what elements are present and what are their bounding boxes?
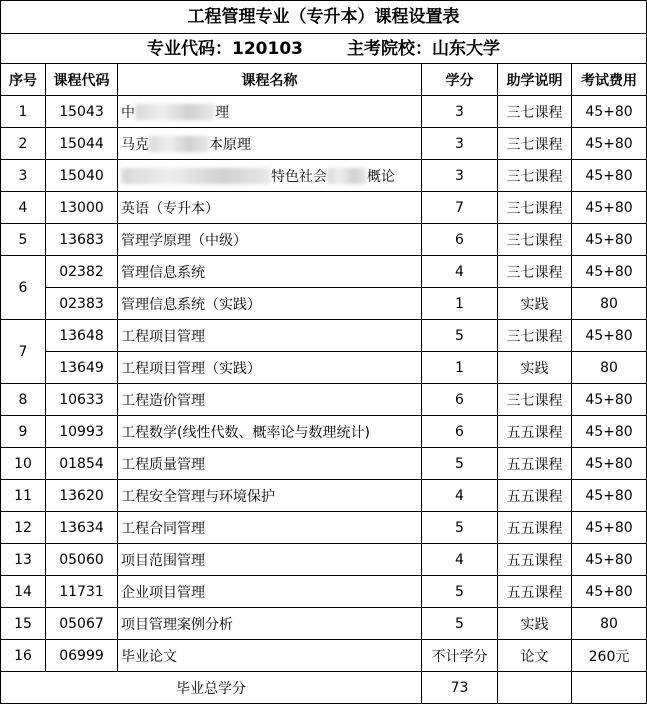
cell-seq: 8 <box>1 384 46 416</box>
cell-credit: 6 <box>422 384 498 416</box>
cell-code: 13620 <box>46 480 118 512</box>
cell-seq: 13 <box>1 544 46 576</box>
cell-seq: 6 <box>1 256 46 320</box>
table-row <box>1 640 647 672</box>
cell-fee: 45+80 <box>572 96 647 128</box>
cell-note: 论文 <box>498 640 572 672</box>
cell-note: 三七课程 <box>498 160 572 192</box>
table-row <box>1 512 647 544</box>
cell-code: 13683 <box>46 224 118 256</box>
cell-credit: 5 <box>422 608 498 640</box>
cell-fee: 45+80 <box>572 192 647 224</box>
cell-seq: 14 <box>1 576 46 608</box>
cell-name-visible-tail: 理 <box>215 104 229 121</box>
cell-code: 13000 <box>46 192 118 224</box>
cell-credit: 1 <box>422 352 498 384</box>
table-row <box>1 320 647 352</box>
cell-seq: 5 <box>1 224 46 256</box>
header-fee: 考试费用 <box>572 64 647 96</box>
cell-code: 15044 <box>46 128 118 160</box>
cell-fee: 80 <box>572 352 647 384</box>
header-row <box>1 64 647 96</box>
cell-note: 五五课程 <box>498 416 572 448</box>
cell-name: 工程造价管理 <box>118 384 422 416</box>
table-row <box>1 256 647 288</box>
cell-note: 三七课程 <box>498 320 572 352</box>
cell-seq: 9 <box>1 416 46 448</box>
cell-credit: 5 <box>422 512 498 544</box>
cell-note: 三七课程 <box>498 96 572 128</box>
total-credits-value: 73 <box>422 672 498 704</box>
cell-credit: 3 <box>422 160 498 192</box>
cell-credit: 不计学分 <box>422 640 498 672</box>
cell-seq: 7 <box>1 320 46 384</box>
cell-credit: 5 <box>422 576 498 608</box>
cell-name-visible-tail: 特色社会 <box>271 168 327 185</box>
header-note: 助学说明 <box>498 64 572 96</box>
cell-name: 工程数学(线性代数、概率论与数理统计) <box>118 416 422 448</box>
table-row <box>1 480 647 512</box>
cell-fee: 45+80 <box>572 160 647 192</box>
cell-name: 项目管理案例分析 <box>118 608 422 640</box>
cell-name: 工程安全管理与环境保护 <box>118 480 422 512</box>
cell-credit: 4 <box>422 544 498 576</box>
table-row <box>1 224 647 256</box>
cell-credit: 5 <box>422 448 498 480</box>
cell-fee: 45+80 <box>572 544 647 576</box>
cell-seq: 1 <box>1 96 46 128</box>
cell-code: 10633 <box>46 384 118 416</box>
cell-fee: 260元 <box>572 640 647 672</box>
table-row <box>1 416 647 448</box>
empty-cell <box>498 672 572 704</box>
cell-credit: 4 <box>422 256 498 288</box>
cell-seq: 4 <box>1 192 46 224</box>
cell-code: 11731 <box>46 576 118 608</box>
cell-name <box>118 160 422 192</box>
cell-name: 工程质量管理 <box>118 448 422 480</box>
total-credits-label: 毕业总学分 <box>1 672 422 704</box>
table-row <box>1 160 647 192</box>
cell-name: 工程项目管理 <box>118 320 422 352</box>
cell-note: 五五课程 <box>498 480 572 512</box>
cell-name: 工程项目管理（实践） <box>118 352 422 384</box>
cell-name: 毕业论文 <box>118 640 422 672</box>
cell-code: 05067 <box>46 608 118 640</box>
cell-fee: 45+80 <box>572 384 647 416</box>
cell-fee: 45+80 <box>572 416 647 448</box>
cell-fee: 45+80 <box>572 128 647 160</box>
cell-note: 实践 <box>498 288 572 320</box>
cell-fee: 45+80 <box>572 320 647 352</box>
cell-credit: 5 <box>422 320 498 352</box>
cell-fee: 45+80 <box>572 256 647 288</box>
cell-code: 01854 <box>46 448 118 480</box>
cell-name-visible: 中 <box>121 104 135 121</box>
cell-code: 05060 <box>46 544 118 576</box>
header-seq: 序号 <box>1 64 46 96</box>
cell-name-visible-tail2: 概论 <box>367 168 395 185</box>
cell-seq: 16 <box>1 640 46 672</box>
cell-code: 13634 <box>46 512 118 544</box>
exam-school: 主考院校：山东大学 <box>346 38 500 59</box>
cell-fee: 45+80 <box>572 512 647 544</box>
cell-credit: 6 <box>422 224 498 256</box>
table-row <box>1 384 647 416</box>
header-credit: 学分 <box>422 64 498 96</box>
cell-fee: 45+80 <box>572 224 647 256</box>
cell-code: 02382 <box>46 256 118 288</box>
cell-seq: 3 <box>1 160 46 192</box>
cell-credit: 1 <box>422 288 498 320</box>
cell-code: 13648 <box>46 320 118 352</box>
cell-code: 15043 <box>46 96 118 128</box>
table-row <box>1 128 647 160</box>
cell-note: 三七课程 <box>498 224 572 256</box>
empty-cell <box>572 672 647 704</box>
redaction-blur <box>327 168 367 184</box>
cell-seq: 15 <box>1 608 46 640</box>
table-row <box>1 448 647 480</box>
cell-note: 五五课程 <box>498 544 572 576</box>
cell-note: 三七课程 <box>498 256 572 288</box>
cell-note: 实践 <box>498 608 572 640</box>
cell-fee: 45+80 <box>572 576 647 608</box>
cell-fee: 45+80 <box>572 448 647 480</box>
table-row <box>1 96 647 128</box>
table-row <box>1 544 647 576</box>
cell-note: 实践 <box>498 352 572 384</box>
redaction-blur <box>149 136 209 152</box>
table-title: 工程管理专业（专升本）课程设置表 <box>1 1 647 34</box>
cell-name: 英语（专升本） <box>118 192 422 224</box>
cell-seq: 11 <box>1 480 46 512</box>
footer-row <box>1 672 647 704</box>
cell-name: 企业项目管理 <box>118 576 422 608</box>
cell-name: 管理学原理（中级） <box>118 224 422 256</box>
cell-fee: 80 <box>572 288 647 320</box>
cell-note: 五五课程 <box>498 448 572 480</box>
cell-fee: 80 <box>572 608 647 640</box>
cell-seq: 10 <box>1 448 46 480</box>
cell-name-visible-tail: 本原理 <box>209 136 251 153</box>
cell-name <box>118 96 422 128</box>
redaction-blur <box>121 168 271 184</box>
cell-note: 三七课程 <box>498 384 572 416</box>
cell-fee: 45+80 <box>572 480 647 512</box>
major-code: 专业代码：120103 <box>147 38 303 59</box>
table-subtitle <box>1 34 647 64</box>
cell-note: 五五课程 <box>498 576 572 608</box>
cell-name: 管理信息系统（实践） <box>118 288 422 320</box>
redaction-blur <box>135 104 215 120</box>
cell-credit: 4 <box>422 480 498 512</box>
cell-note: 五五课程 <box>498 512 572 544</box>
cell-seq: 2 <box>1 128 46 160</box>
cell-note: 三七课程 <box>498 192 572 224</box>
cell-name: 项目范围管理 <box>118 544 422 576</box>
table-row <box>1 288 647 320</box>
cell-code: 10993 <box>46 416 118 448</box>
cell-seq: 12 <box>1 512 46 544</box>
header-code: 课程代码 <box>46 64 118 96</box>
cell-credit: 3 <box>422 128 498 160</box>
table-row <box>1 608 647 640</box>
cell-note: 三七课程 <box>498 128 572 160</box>
cell-name: 工程合同管理 <box>118 512 422 544</box>
cell-code: 13649 <box>46 352 118 384</box>
cell-code: 15040 <box>46 160 118 192</box>
cell-name-visible: 马克 <box>121 136 149 153</box>
cell-credit: 6 <box>422 416 498 448</box>
cell-name: 管理信息系统 <box>118 256 422 288</box>
table-row <box>1 192 647 224</box>
cell-code: 06999 <box>46 640 118 672</box>
cell-name <box>118 128 422 160</box>
table-row <box>1 576 647 608</box>
header-name: 课程名称 <box>118 64 422 96</box>
table-row <box>1 352 647 384</box>
cell-credit: 7 <box>422 192 498 224</box>
cell-code: 02383 <box>46 288 118 320</box>
cell-credit: 3 <box>422 96 498 128</box>
